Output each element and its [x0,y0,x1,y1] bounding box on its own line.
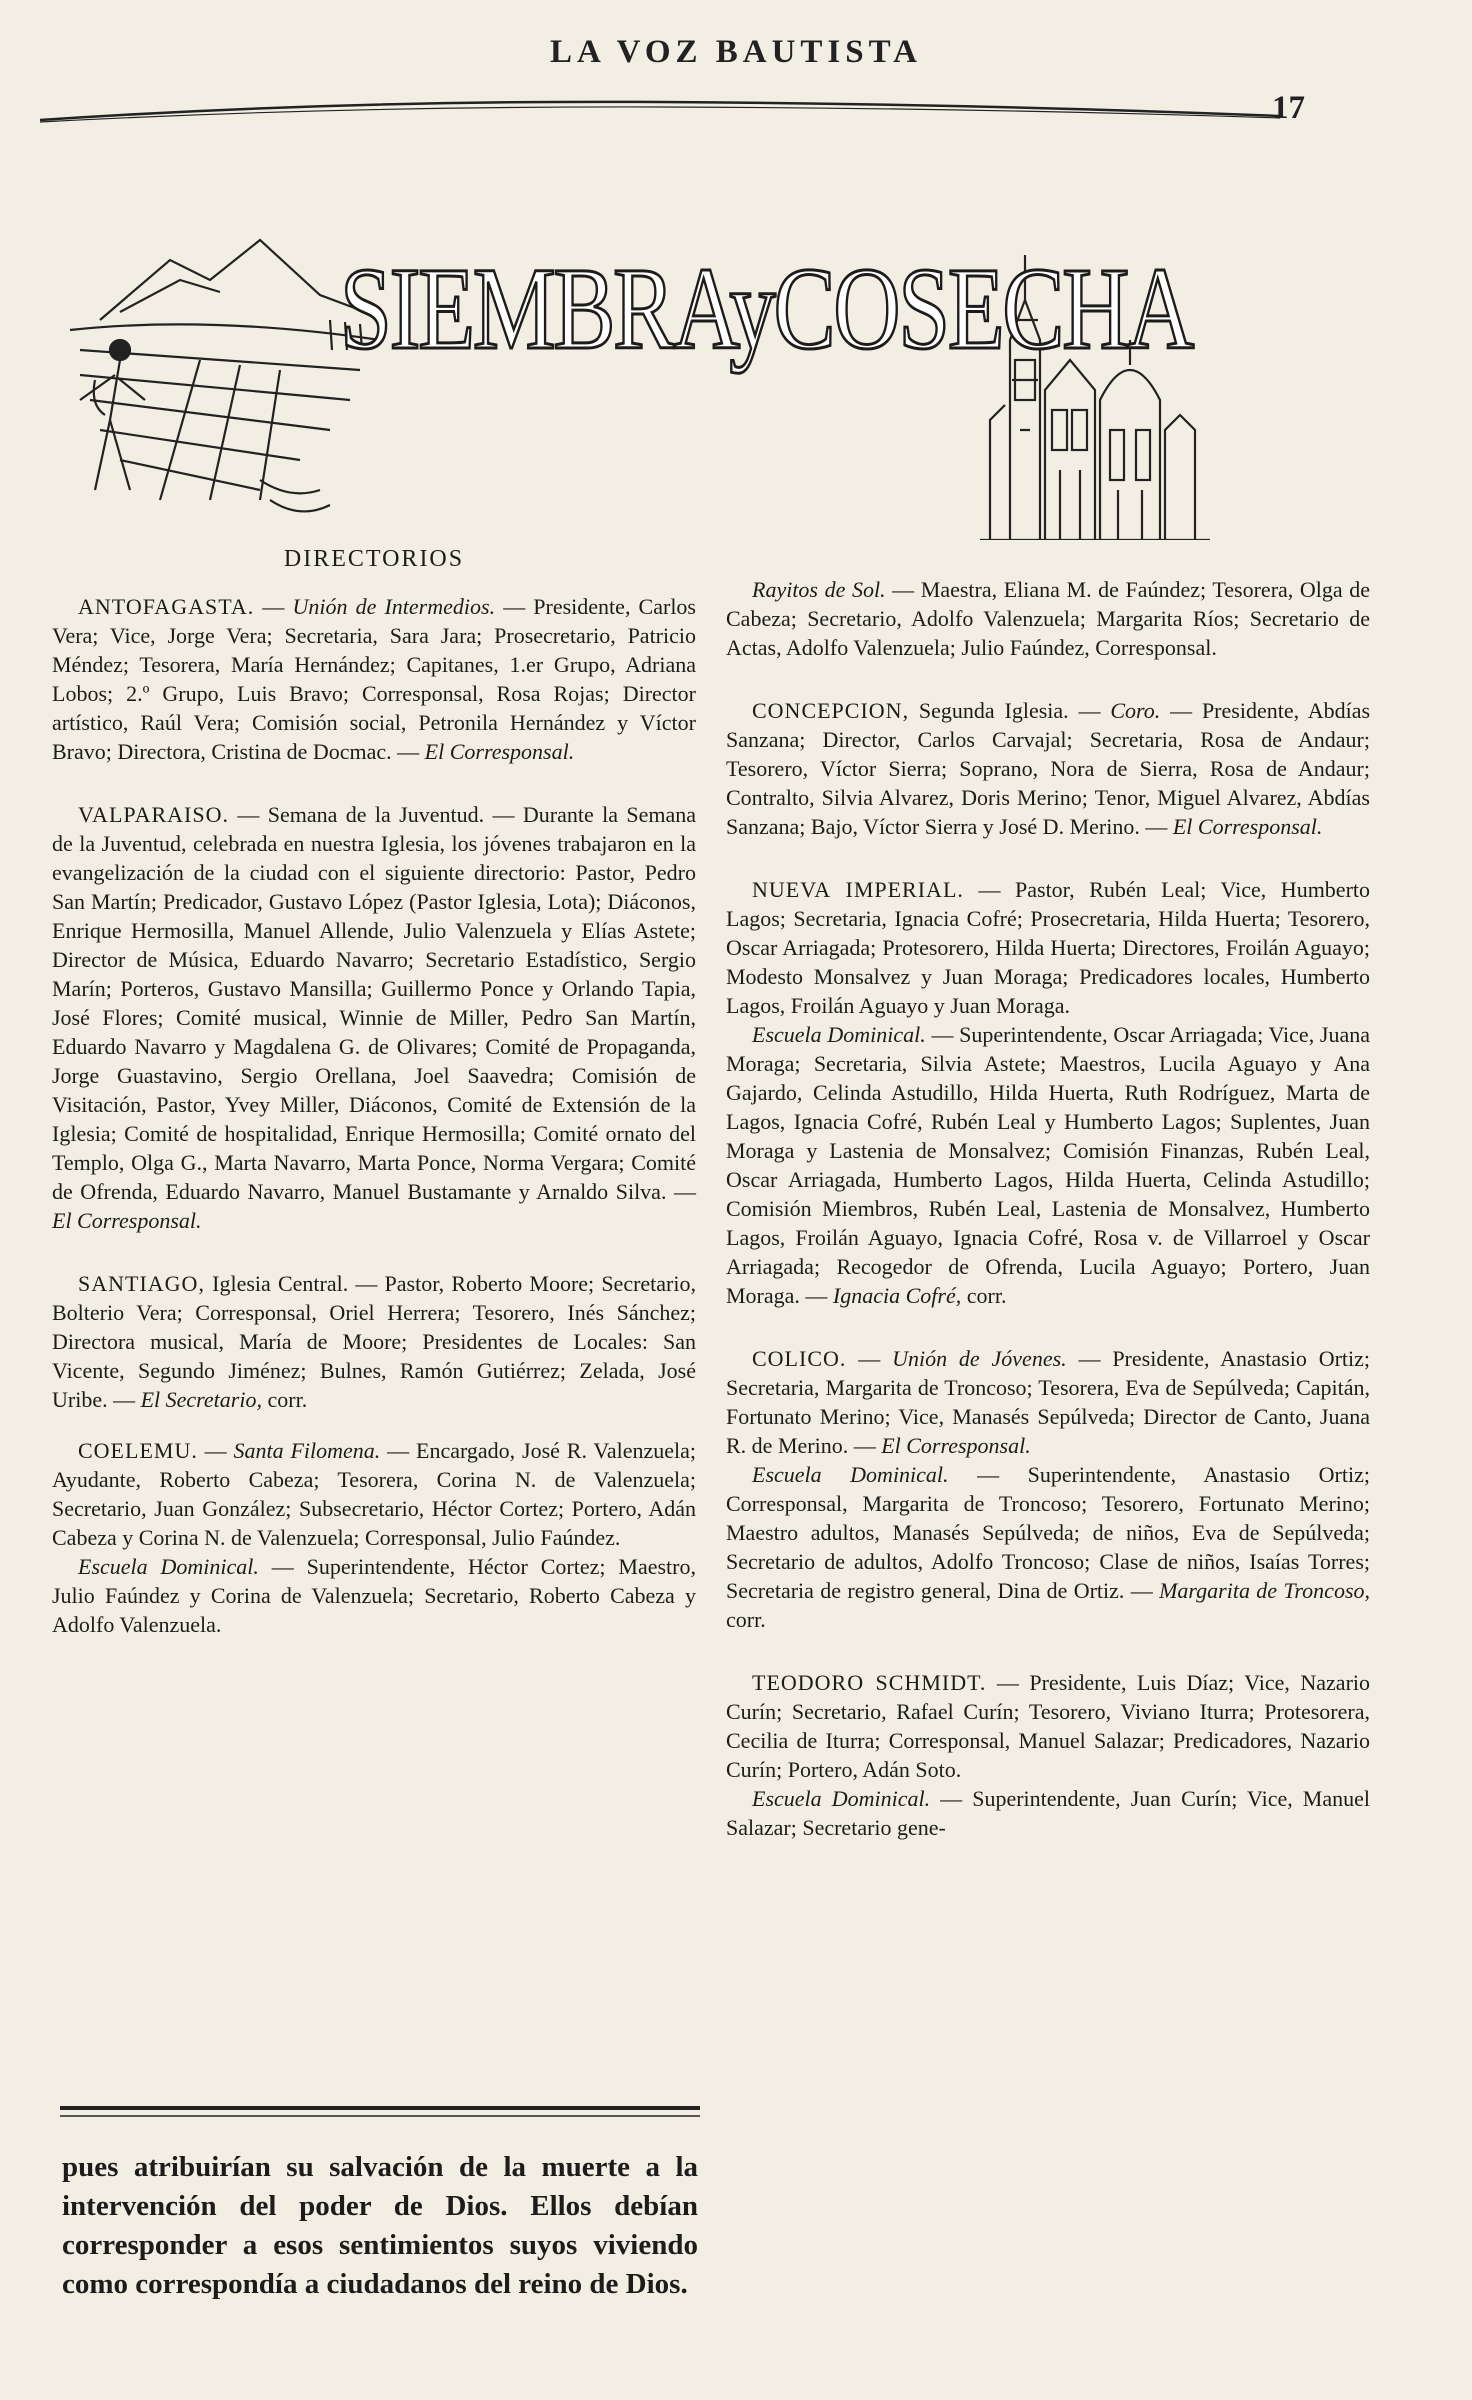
continued-paragraph: pues atribuirían su salvación de la muerte a la intervención del poder de Dios. Ellos debían corresponder a esos sentimientos suyos viviendo como correspondía a ciudadanos del reino de Dios. [62,2151,698,2300]
bottom-rule [60,2102,700,2124]
entry-colico-escuela: Escuela Dominical. — Superintendente, Anastasio Ortiz; Corresponsal, Margarita de Troncoso; Tesorero, Fortunato Merino; Maestro adultos, Manasés Sepúlveda; de niños, Eva de Sepúlveda; Secretario de adultos, Adolfo Troncoso; Clase de niños, Isaías Torres; Secretaria de registro general, Dina de Ortiz. — Margarita de Troncoso, corr. [726,1462,1371,1632]
running-title: LA VOZ BAUTISTA [549,34,923,70]
entry-valparaiso: VALPARAISO. — Semana de la Juventud. — Durante la Semana de la Juventud, celebrada en nuestra Iglesia, los jóvenes trabajaron en la evangelización de la ciudad con el siguiente directorio: Pastor, Pedro San Martín; Predicador, Gustavo López (Pastor Iglesia, Lota); Diáconos, Enrique Hermosilla, Manuel Allende, Julio Valenzuela y Elías Astete; Director de Música, Eduardo Navarro; Secretario Estadístico, Sergio Marín; Porteros, Gustavo Mansilla; Guillermo Ponce y Orlando Tapia, José Flores; Comité musical, Winnie de Miller, Pedro San Martín, Eduardo Navarro y Magdalena G. de Olivares; Comité de Propaganda, Jorge Guastavino, Sergio Orellana, Joel Saavedra; Comisión de Visitación, Pastor, Yvey Miller, Diáconos, Comité de Extensión de la Iglesia; Comité de hospitalidad, Enrique Hermosilla; Comité ornato del Templo, Olga G., Marta Navarro, Marta Ponce, Norma Vergara; Comité de Ofrenda, Eduardo Navarro, Manuel Bustamante y Arnaldo Silva. — El Corresponsal. [52,802,697,1233]
entry-rayitos-de-sol: Rayitos de Sol. — Maestra, Eliana M. de Faúndez; Tesorera, Olga de Cabeza; Secretario, Adolfo Valenzuela; Margarita Ríos; Secretario de Actas, Adolfo Valenzuela; Julio Faúndez, Corresponsal. [726,577,1371,660]
entry-nueva-imperial-escuela: Escuela Dominical. — Superintendente, Oscar Arriagada; Vice, Juana Moraga; Secretaria, Silvia Astete; Maestros, Lucila Aguayo y Ana Gajardo, Celinda Astudillo, Hilda Huerta, Ruth Rodríguez, Marta de Lagos, Ignacia Cofré, Rubén Leal y Humberto Lagos; Suplentes, Juan Moraga y Lastenia de Monsalvez; Comisión Finanzas, Rubén Leal, Oscar Arriagada, Humberto Lagos, Hilda Huerta, Celinda Astudillo; Comisión Miembros, Rubén Leal, Lastenia de Monsalvez, Humberto Lagos, Froilán Aguayo, Ignacia Cofré, Rosa v. de Villarroel y Oscar Arriagada; Recogedor de Ofrenda, Lucila Aguayo; Portero, Juan Moraga. — Ignacia Cofré, corr. [726,1022,1370,1308]
entry-coelemu-escuela: Escuela Dominical. — Superintendente, Héctor Cortez; Maestro, Julio Faúndez y Corina de Valenzuela; Secretario, Roberto Cabeza y Adolfo Valenzuela. [52,1554,696,1637]
entry-antofagasta: ANTOFAGASTA. — Unión de Intermedios. — Presidente, Carlos Vera; Vice, Jorge Vera; Secretaria, Sara Jara; Prosecretario, Patricio Méndez; Tesorera, María Hernández; Capitanes, 1.er Grupo, Adriana Lobos; 2.º Grupo, Luis Bravo; Corresponsal, Rosa Rojas; Director artístico, Raúl Vera; Comisión social, Petronila Hernández y Víctor Bravo; Directora, Cristina de Docmac. — El Corresponsal. [52,594,696,764]
farmer-sowing-icon [70,240,380,511]
banner-title: SIEMBRAyCOSECHA [340,243,1193,374]
page-number: 17 [1272,90,1305,126]
right-column [726,575,1370,1864]
entry-colico: COLICO. — Unión de Jóvenes. — Presidente, Anastasio Ortiz; Secretaria, Margarita de Troncoso; Tesorera, Eva de Sepúlveda; Capitán, Fortunato Merino; Vice, Manasés Sepúlveda; Director de Canto, Juana R. de Merino. — El Corresponsal. [726,1346,1371,1458]
continued-text [62,2148,698,2304]
header-rule [40,92,1280,132]
section-heading: DIRECTORIOS [283,546,465,572]
entry-concepcion: CONCEPCION, Segunda Iglesia. — Coro. — Presidente, Abdías Sanzana; Director, Carlos Carvajal; Secretaria, Rosa de Andaur; Tesorero, Víctor Sierra; Soprano, Nora de Sierra, Rosa de Andaur; Contralto, Silvia Alvarez, Doris Merino; Tenor, Miguel Alvarez, Abdías Sanzana; Bajo, Víctor Sierra y José D. Merino. — El Corresponsal. [726,698,1371,839]
entry-santiago: SANTIAGO, Iglesia Central. — Pastor, Roberto Moore; Secretario, Bolterio Vera; Corresponsal, Oriel Herrera; Tesorero, Inés Sánchez; Directora musical, María de Moore; Presidentes de Locales: San Vicente, Segundo Jiménez; Bulnes, Ramón Gutiérrez; Zelada, José Uribe. — El Secretario, corr. [52,1271,696,1412]
entry-coelemu: COELEMU. — Santa Filomena. — Encargado, José R. Valenzuela; Ayudante, Roberto Cabeza; Tesorera, Corina N. de Valenzuela; Secretario, Juan González; Subsecretario, Héctor Cortez; Portero, Adán Cabeza y Corina N. de Valenzuela; Corresponsal, Julio Faúndez. [52,1438,697,1550]
entry-teodoro-schmidt-escuela: Escuela Dominical. — Superintendente, Juan Curín; Vice, Manuel Salazar; Secretario gene- [726,1786,1370,1840]
entry-teodoro-schmidt: TEODORO SCHMIDT. — Presidente, Luis Díaz; Vice, Nazario Curín; Secretario, Rafael Curín; Tesorero, Viviano Iturra; Protesorera, Cecilia de Iturra; Corresponsal, Manuel Salazar; Predicadores, Nazario Curín; Portero, Adán Soto. [726,1670,1371,1782]
left-column [52,545,696,1661]
entry-nueva-imperial: NUEVA IMPERIAL. — Pastor, Rubén Leal; Vice, Humberto Lagos; Secretaria, Ignacia Cofré; Prosecretaria, Hilda Huerta; Tesorero, Oscar Arriagada; Protesorero, Hilda Huerta; Directores, Froilán Aguayo; Modesto Monsalvez y Juan Moraga; Predicadores locales, Humberto Lagos, Froilán Aguayo y Juan Moraga. [726,877,1371,1018]
